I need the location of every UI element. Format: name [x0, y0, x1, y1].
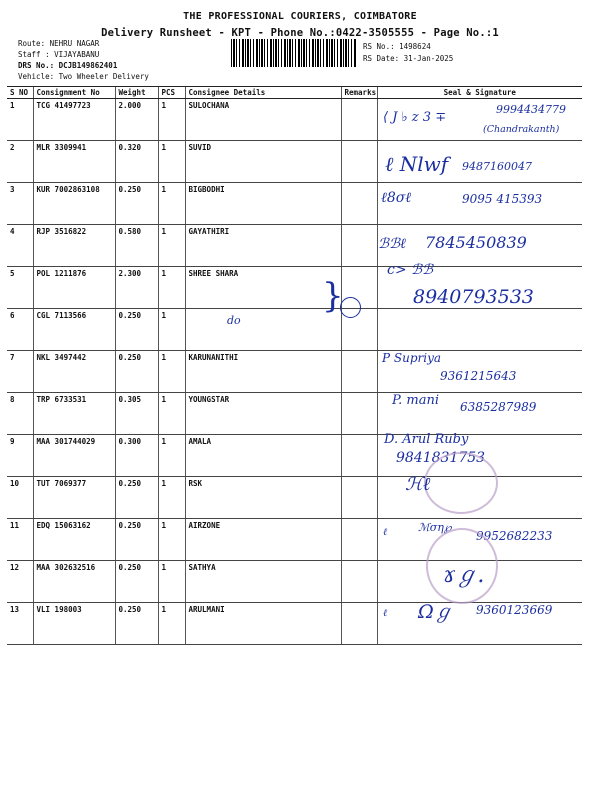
row-consignee: KARUNANITHI	[185, 351, 341, 393]
row-consignee: BIGBODHI	[185, 183, 341, 225]
row-consignment: POL 1211876	[33, 267, 115, 309]
signature-row10: ℋℓ	[405, 474, 431, 495]
row-consignee	[185, 309, 341, 351]
handwriting-row4-phone: 7845450839	[425, 233, 527, 252]
row-sno: 3	[7, 183, 33, 225]
signature-row5: c> ℬℬ	[387, 262, 434, 278]
col-consignment: Consignment No	[33, 87, 115, 99]
handwriting-row1-scribble: ⟨ J ♭ z 3 ∓	[383, 110, 447, 125]
row-sno: 13	[7, 603, 33, 645]
handwriting-row8-name: P. mani	[392, 393, 439, 408]
row-consignment: KUR 7002863108	[33, 183, 115, 225]
row-weight: 2.300	[115, 267, 158, 309]
handwriting-row8-phone: 6385287989	[460, 400, 537, 414]
brace-mark: }	[322, 276, 344, 316]
row-consignee: SHREE SHARA	[185, 267, 341, 309]
row-remarks	[341, 99, 377, 141]
row-remarks	[341, 519, 377, 561]
handwriting-row13-phone: 9360123669	[476, 603, 553, 617]
signature-row12: ɤℊ.	[443, 563, 485, 588]
row-consignee: RSK	[185, 477, 341, 519]
row-sno: 4	[7, 225, 33, 267]
row-consignee: AIRZONE	[185, 519, 341, 561]
row-sno: 5	[7, 267, 33, 309]
seal-stamp-row10	[424, 452, 498, 514]
row-weight: 0.250	[115, 603, 158, 645]
row-pcs: 1	[158, 435, 185, 477]
table-header-row	[7, 87, 582, 99]
handwriting-row1-phone: 9994434779	[496, 103, 566, 116]
row-sno: 2	[7, 141, 33, 183]
row-pcs: 1	[158, 393, 185, 435]
vehicle-label: Vehicle: Two Wheeler Delivery	[18, 72, 149, 81]
row-weight: 0.580	[115, 225, 158, 267]
row-remarks	[341, 351, 377, 393]
row-sno: 11	[7, 519, 33, 561]
row-weight: 2.000	[115, 99, 158, 141]
row-consignment: TUT 7069377	[33, 477, 115, 519]
row-consignee: SATHYA	[185, 561, 341, 603]
row-remarks	[341, 561, 377, 603]
row-remarks	[341, 435, 377, 477]
signature-row3: ℓ8σℓ	[381, 190, 412, 206]
row-consignment: MLR 3309941	[33, 141, 115, 183]
signature-row2: ℓ Nlwf	[385, 152, 449, 176]
row-consignment: CGL 7113566	[33, 309, 115, 351]
col-consignee: Consignee Details	[185, 87, 341, 99]
table-row	[7, 309, 582, 351]
row-consignee: SUVID	[185, 141, 341, 183]
row-consignment: MAA 301744029	[33, 435, 115, 477]
signature-row11: ℳση℘	[418, 521, 452, 534]
row-signature-cell	[377, 309, 582, 351]
ditto-mark: do	[227, 314, 241, 327]
row-sno: 9	[7, 435, 33, 477]
table-row	[7, 435, 582, 477]
row-pcs: 1	[158, 477, 185, 519]
row-remarks	[341, 477, 377, 519]
handwriting-row11-phone: 9952682233	[476, 529, 553, 543]
row-consignee: GAYATHIRI	[185, 225, 341, 267]
row-remarks	[341, 225, 377, 267]
row-weight: 0.300	[115, 435, 158, 477]
row-pcs: 1	[158, 225, 185, 267]
route-label: Route: NEHRU NAGAR	[18, 39, 100, 48]
row-consignee: ARULMANI	[185, 603, 341, 645]
company-title: THE PROFESSIONAL COURIERS, COIMBATORE	[183, 11, 417, 22]
col-weight: Weight	[115, 87, 158, 99]
barcode	[231, 39, 357, 67]
row-weight: 0.250	[115, 183, 158, 225]
row-consignment: TRP 6733531	[33, 393, 115, 435]
row-weight: 0.250	[115, 477, 158, 519]
row-pcs: 1	[158, 561, 185, 603]
row-sno: 10	[7, 477, 33, 519]
handwriting-row1-name: (Chandrakanth)	[483, 124, 560, 135]
signature-row4: ℬℬℓ	[378, 236, 406, 252]
handwriting-row5-phone: 8940793533	[413, 286, 534, 308]
handwriting-row3-phone: 9095 415393	[462, 192, 543, 206]
row-sno: 6	[7, 309, 33, 351]
handwriting-row9-name: D. Arul Ruby	[384, 432, 469, 447]
row-sno: 1	[7, 99, 33, 141]
row-remarks	[341, 141, 377, 183]
handwriting-row7-name: P Supriya	[382, 351, 442, 365]
row-consignment: NKL 3497442	[33, 351, 115, 393]
row-pcs: 1	[158, 519, 185, 561]
row-consignment: MAA 302632516	[33, 561, 115, 603]
drs-value: DCJB149862401	[58, 61, 118, 70]
circle-mark	[340, 297, 361, 318]
handwriting-row7-phone: 9361215643	[440, 369, 517, 383]
row-pcs: 1	[158, 183, 185, 225]
row-consignee: YOUNGSTAR	[185, 393, 341, 435]
row-sno: 7	[7, 351, 33, 393]
row-consignment: TCG 41497723	[33, 99, 115, 141]
row-weight: 0.250	[115, 519, 158, 561]
row-consignment: EDQ 15063162	[33, 519, 115, 561]
row-remarks	[341, 603, 377, 645]
row-weight: 0.250	[115, 561, 158, 603]
handwriting-row2-phone: 9487160047	[462, 160, 532, 173]
row-pcs: 1	[158, 309, 185, 351]
row-pcs: 1	[158, 141, 185, 183]
signature-row13-mark: ℓ	[383, 608, 388, 619]
rs-date: RS Date: 31-Jan-2025	[363, 54, 454, 63]
runsheet-subtitle: Delivery Runsheet - KPT - Phone No.:0422-3505555 - Page No.:1	[101, 27, 499, 39]
row-consignee: SULOCHANA	[185, 99, 341, 141]
row-sno: 8	[7, 393, 33, 435]
row-consignment: RJP 3516822	[33, 225, 115, 267]
col-signature: Seal & Signature	[377, 87, 582, 99]
row-consignee: AMALA	[185, 435, 341, 477]
row-consignment: VLI 198003	[33, 603, 115, 645]
signature-row13: Ωℊ	[418, 601, 453, 623]
staff-label: Staff : VIJAYABANU	[18, 50, 100, 59]
drs-number	[18, 61, 117, 70]
row-remarks	[341, 393, 377, 435]
row-weight: 0.250	[115, 351, 158, 393]
row-pcs: 1	[158, 603, 185, 645]
handwriting-row9-phone: 9841831753	[396, 450, 486, 466]
row-remarks	[341, 183, 377, 225]
row-pcs: 1	[158, 267, 185, 309]
row-weight: 0.320	[115, 141, 158, 183]
rs-number: RS No.: 1498624	[363, 42, 431, 51]
drs-label: DRS No.:	[18, 61, 55, 70]
col-pcs: PCS	[158, 87, 185, 99]
row-pcs: 1	[158, 351, 185, 393]
signature-row11-mark: ℓ	[383, 527, 388, 538]
row-sno: 12	[7, 561, 33, 603]
row-pcs: 1	[158, 99, 185, 141]
row-weight: 0.250	[115, 309, 158, 351]
row-weight: 0.305	[115, 393, 158, 435]
col-remarks: Remarks	[341, 87, 377, 99]
col-sno: S NO	[7, 87, 33, 99]
